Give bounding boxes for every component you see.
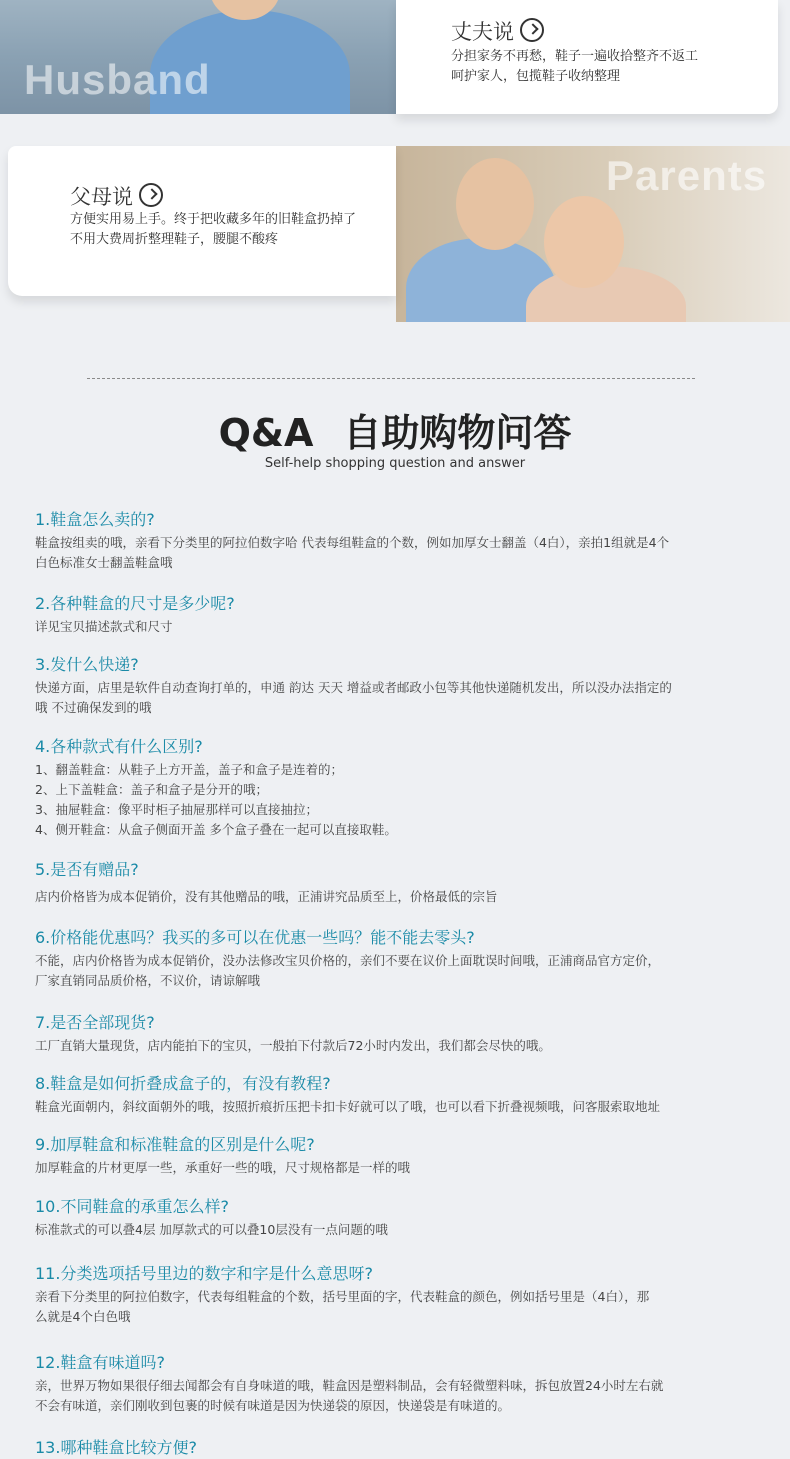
answer-line: 亲看下分类里的阿拉伯数字，代表每组鞋盒的个数，括号里面的字，代表鞋盒的颜色，例如括号里是（4白），那 bbox=[35, 1289, 650, 1304]
parents-photo-label: Parents bbox=[606, 152, 768, 199]
answer-line: 1、翻盖鞋盒：从鞋子上方开盖，盖子和盒子是连着的； bbox=[35, 762, 343, 777]
husband-text-panel bbox=[396, 0, 778, 114]
qa-item bbox=[35, 1012, 755, 1056]
question: 2.各种鞋盒的尺寸是多少呢? bbox=[35, 594, 235, 613]
husband-testimonial bbox=[0, 0, 778, 114]
answer-line: 3、抽屉鞋盒：像平时柜子抽屉那样可以直接抽拉； bbox=[35, 802, 318, 817]
answer-line: 亲，世界万物如果很仔细去闻都会有自身味道的哦，鞋盒因是塑料制品，会有轻微塑料味，拆包放置24小时左右就 bbox=[35, 1378, 664, 1393]
parents-says-label: 父母说 bbox=[70, 185, 133, 209]
husband-photo-label: Husband bbox=[24, 56, 211, 103]
qa-heading-cn: 自助购物问答 bbox=[343, 411, 572, 455]
husband-says-line: 分担家务不再愁，鞋子一遍收拾整齐不返工 bbox=[451, 49, 699, 64]
parents-testimonial bbox=[8, 146, 790, 322]
answer bbox=[35, 1036, 755, 1056]
answer bbox=[35, 760, 755, 840]
answer-line: 店内价格皆为成本促销价，没有其他赠品的哦，正浦讲究品质至上，价格最低的宗旨 bbox=[35, 889, 498, 904]
question: 4.各种款式有什么区别? bbox=[35, 737, 203, 756]
husband-says-line: 呵护家人，包揽鞋子收纳整理 bbox=[451, 69, 621, 84]
answer-line: 么就是4个白色哦 bbox=[35, 1309, 131, 1324]
qa-item bbox=[35, 1352, 755, 1416]
answer bbox=[35, 1287, 755, 1327]
answer-line: 4、侧开鞋盒：从盒子侧面开盖 多个盒子叠在一起可以直接取鞋。 bbox=[35, 822, 397, 837]
qa-item bbox=[35, 509, 755, 573]
answer bbox=[35, 533, 755, 573]
husband-photo bbox=[0, 0, 396, 114]
qa-item bbox=[35, 927, 755, 991]
answer-line: 鞋盒按组卖的哦，亲看下分类里的阿拉伯数字哈 代表每组鞋盒的个数，例如加厚女士翻盖（4白），亲拍1组就是4个 bbox=[35, 535, 670, 550]
section-divider bbox=[87, 378, 695, 379]
answer bbox=[35, 678, 755, 718]
play-arrow-icon bbox=[139, 183, 163, 207]
qa-item bbox=[35, 1073, 755, 1117]
qa-subtitle: Self-help shopping question and answer bbox=[264, 456, 526, 471]
parents-photo bbox=[396, 146, 790, 322]
answer bbox=[35, 617, 755, 637]
qa-heading bbox=[0, 402, 790, 457]
answer bbox=[35, 1376, 755, 1416]
parents-text-panel bbox=[8, 146, 396, 296]
father-head bbox=[456, 158, 534, 250]
parents-says-title bbox=[70, 181, 163, 211]
answer-line: 标准款式的可以叠4层 加厚款式的可以叠10层没有一点问题的哦 bbox=[35, 1222, 388, 1237]
mother-head bbox=[544, 196, 624, 288]
qa-item bbox=[35, 593, 755, 637]
answer bbox=[35, 1158, 755, 1178]
question: 6.价格能优惠吗？我买的多可以在优惠一些吗？能不能去零头? bbox=[35, 928, 475, 947]
qa-heading-en: Q&A bbox=[218, 411, 314, 455]
question: 13.哪种鞋盒比较方便? bbox=[35, 1438, 197, 1457]
qa-item bbox=[35, 1196, 755, 1240]
answer-line: 鞋盒光面朝内，斜纹面朝外的哦，按照折痕折压把卡扣卡好就可以了哦，也可以看下折叠视频哦，问客服索取地址 bbox=[35, 1099, 661, 1114]
question: 5.是否有赠品? bbox=[35, 860, 139, 879]
answer-line: 详见宝贝描述款式和尺寸 bbox=[35, 619, 173, 634]
answer bbox=[35, 1220, 755, 1240]
answer bbox=[35, 1097, 755, 1117]
husband-says-label: 丈夫说 bbox=[451, 20, 514, 44]
husband-says-title bbox=[451, 16, 544, 46]
answer-line: 快递方面，店里是软件自动查询打单的，申通 韵达 天天 增益或者邮政小包等其他快递随机发出，所以没办法指定的 bbox=[35, 680, 672, 695]
answer-line: 白色标准女士翻盖鞋盒哦 bbox=[35, 555, 173, 570]
husband-says-text bbox=[451, 47, 771, 87]
answer-line: 哦 不过确保发到的哦 bbox=[35, 700, 152, 715]
parents-says-text bbox=[70, 210, 390, 250]
question: 3.发什么快递? bbox=[35, 655, 139, 674]
question: 7.是否全部现货? bbox=[35, 1013, 155, 1032]
answer-line: 厂家直销同品质价格，不议价，请谅解哦 bbox=[35, 973, 261, 988]
qa-item bbox=[35, 859, 755, 907]
question: 11.分类选项括号里边的数字和字是什么意思呀? bbox=[35, 1264, 373, 1283]
qa-item bbox=[35, 736, 755, 840]
qa-item bbox=[35, 654, 755, 718]
qa-item bbox=[35, 1437, 755, 1459]
question: 12.鞋盒有味道吗? bbox=[35, 1353, 165, 1372]
qa-item bbox=[35, 1263, 755, 1327]
parents-says-line: 方便实用易上手。终于把收藏多年的旧鞋盒扔掉了 bbox=[70, 212, 357, 227]
play-arrow-icon bbox=[520, 18, 544, 42]
answer-line: 2、上下盖鞋盒：盖子和盒子是分开的哦； bbox=[35, 782, 268, 797]
answer-line: 不能，店内价格皆为成本促销价，没办法修改宝贝价格的，亲们不要在议价上面耽误时间哦，正浦商品官方定价， bbox=[35, 953, 661, 968]
answer-line: 工厂直销大量现货，店内能拍下的宝贝，一般拍下付款后72小时内发出，我们都会尽快的哦。 bbox=[35, 1038, 551, 1053]
parents-says-line: 不用大费周折整理鞋子，腰腿不酸疼 bbox=[70, 232, 279, 247]
answer-line: 不会有味道，亲们刚收到包裹的时候有味道是因为快递袋的原因，快递袋是有味道的。 bbox=[35, 1398, 511, 1413]
answer-line: 加厚鞋盒的片材更厚一些，承重好一些的哦，尺寸规格都是一样的哦 bbox=[35, 1160, 411, 1175]
answer bbox=[35, 951, 755, 991]
question: 8.鞋盒是如何折叠成盒子的，有没有教程? bbox=[35, 1074, 331, 1093]
question: 10.不同鞋盒的承重怎么样? bbox=[35, 1197, 229, 1216]
answer bbox=[35, 887, 755, 907]
question: 9.加厚鞋盒和标准鞋盒的区别是什么呢? bbox=[35, 1135, 315, 1154]
qa-item bbox=[35, 1134, 755, 1178]
question: 1.鞋盒怎么卖的? bbox=[35, 510, 155, 529]
